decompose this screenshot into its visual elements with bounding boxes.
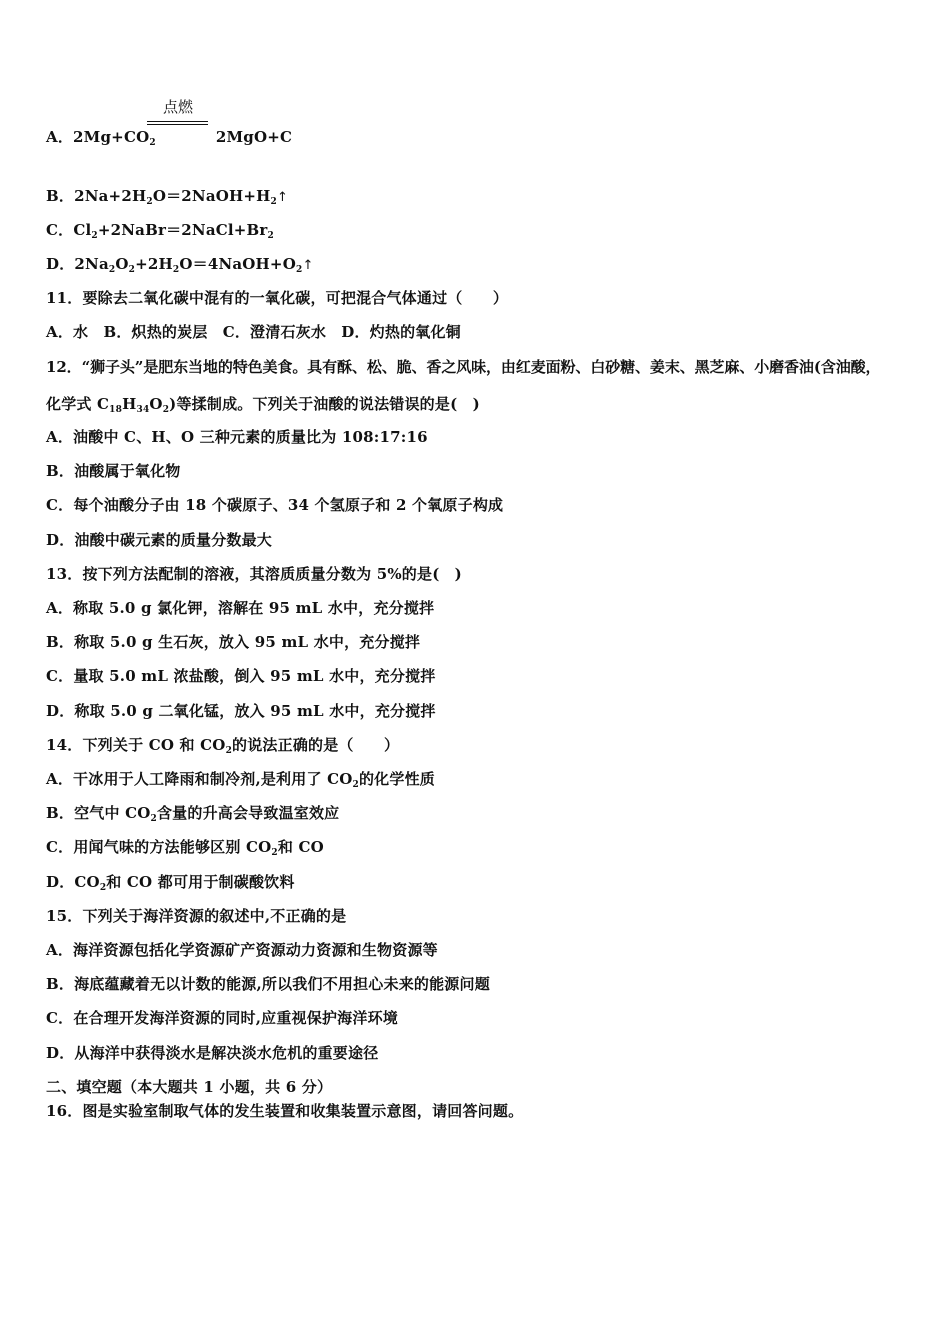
- q13-option-a: A．称取 5.0 g 氯化钾，溶解在 95 mL 水中，充分搅拌: [46, 599, 435, 617]
- q12-option-d: D．油酸中碳元素的质量分数最大: [46, 531, 273, 549]
- q16-stem: 16．图是实验室制取气体的发生装置和收集装置示意图，请回答问题。: [46, 1102, 524, 1120]
- q15-option-b: B．海底蕴藏着无以计数的能源,所以我们不用担心未来的能源问题: [46, 975, 490, 993]
- gas-up-arrow-icon: ↑: [277, 190, 289, 205]
- q14-stem: 14．下列关于 CO 和 $CO_2$的说法正确的是（ ）: [46, 736, 400, 756]
- reaction-condition-line: [147, 124, 208, 125]
- q11-options: A．水 B．炽热的炭层 C．澄清石灰水 D．灼热的氧化铜: [46, 323, 461, 341]
- q12-stem-line2: 化学式 $C_{18}H_{34}O_2$)等揉制成。下列关于油酸的说法错误的是( ): [46, 395, 480, 415]
- q10-option-c: C．$Cl_2+2NaBr=2NaCl+Br_2$: [46, 221, 274, 241]
- q10-option-b: B．$2Na+2H_2O=2NaOH+H_2↑$: [46, 187, 289, 207]
- q14-option-a: A．干冰用于人工降雨和制冷剂,是利用了 $CO_2$的化学性质: [46, 770, 435, 790]
- q14-option-d: D．$CO_2$和 CO 都可用于制碳酸饮料: [46, 873, 295, 893]
- q13-option-c: C．量取 5.0 mL 浓盐酸，倒入 95 mL 水中，充分搅拌: [46, 667, 436, 685]
- q11-stem: 11．要除去二氧化碳中混有的一氧化碳，可把混合气体通过（ ）: [46, 289, 509, 307]
- q15-option-d: D．从海洋中获得淡水是解决淡水危机的重要途径: [46, 1044, 379, 1062]
- q12-option-b: B．油酸属于氧化物: [46, 462, 181, 480]
- q15-option-c: C．在合理开发海洋资源的同时,应重视保护海洋环境: [46, 1009, 398, 1027]
- section-heading: 二、填空题（本大题共 1 小题，共 6 分）: [46, 1078, 333, 1096]
- q12-option-c: C．每个油酸分子由 18 个碳原子、34 个氢原子和 2 个氧原子构成: [46, 496, 504, 514]
- reaction-condition-line: [147, 121, 208, 122]
- q15-stem: 15．下列关于海洋资源的叙述中,不正确的是: [46, 907, 347, 925]
- q14-option-b: B．空气中 $CO_2$含量的升高会导致温室效应: [46, 804, 340, 824]
- q12-option-a: A．油酸中 C、H、O 三种元素的质量比为 108:17:16: [46, 428, 428, 446]
- q15-option-a: A．海洋资源包括化学资源矿产资源动力资源和生物资源等: [46, 941, 438, 959]
- q13-option-d: D．称取 5.0 g 二氧化锰，放入 95 mL 水中，充分搅拌: [46, 702, 436, 720]
- q13-option-b: B．称取 5.0 g 生石灰，放入 95 mL 水中，充分搅拌: [46, 633, 421, 651]
- q10-option-d: D．$2Na_2O_2+2H_2O=4NaOH+O_2↑$: [46, 255, 314, 275]
- gas-up-arrow-icon: ↑: [302, 258, 314, 273]
- reaction-condition-label: 点燃: [162, 98, 193, 116]
- q12-stem-line1: 12．“狮子头”是肥东当地的特色美食。具有酥、松、脆、香之风味，由红麦面粉、白砂糖、姜末、黑芝麻、小磨香油(含油酸，: [46, 358, 881, 376]
- q10-option-a: A．$2Mg+CO_2$ 2MgO+C: [46, 128, 293, 148]
- q13-stem: 13．按下列方法配制的溶液，其溶质质量分数为 5%的是( ): [46, 565, 462, 583]
- q14-option-c: C．用闻气味的方法能够区别 $CO_2$和 CO: [46, 838, 324, 858]
